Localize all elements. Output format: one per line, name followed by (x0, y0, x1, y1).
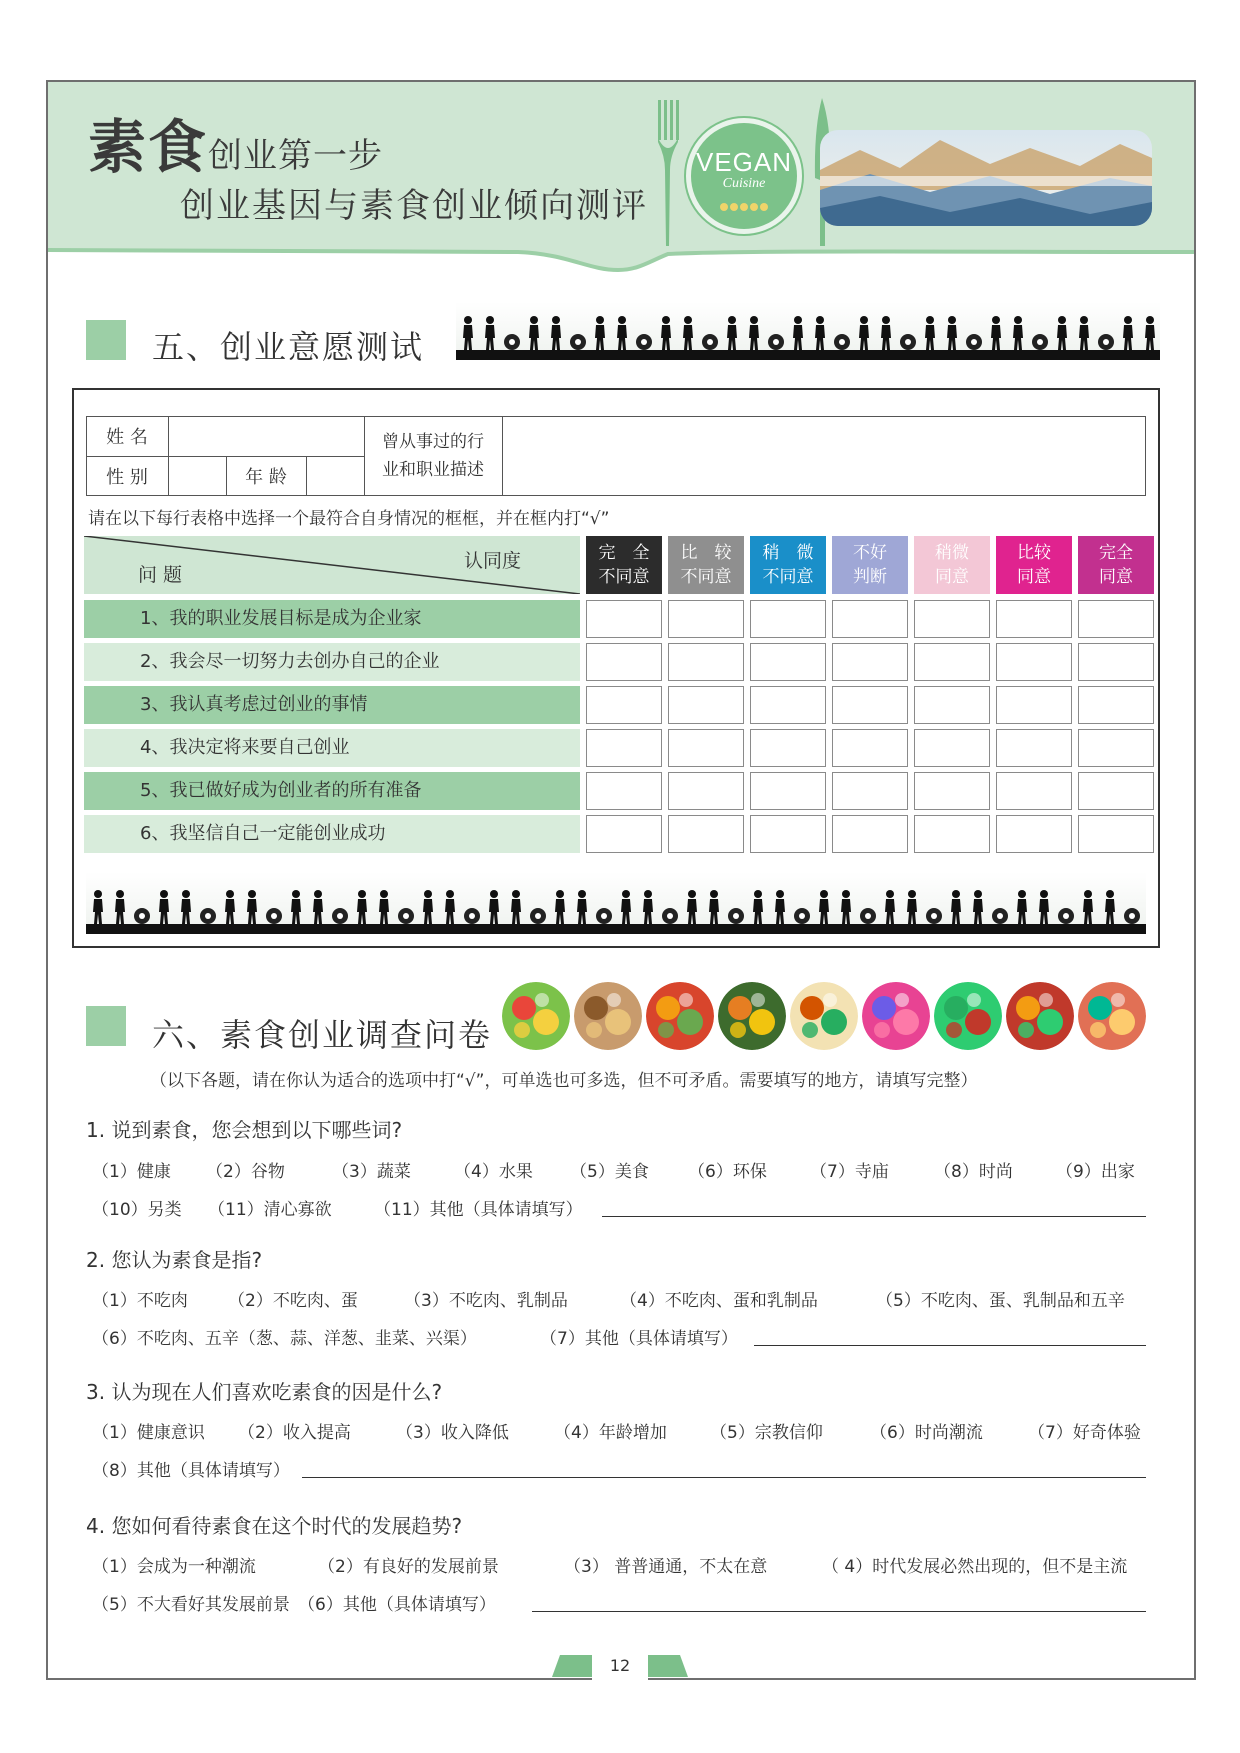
food-photo (1078, 982, 1146, 1050)
answer-checkbox[interactable] (750, 729, 826, 767)
page-subtitle: 创业基因与素食创业倾向测评 (180, 186, 648, 226)
answer-checkbox[interactable] (914, 729, 990, 767)
column-header-line1: 不好 (853, 543, 887, 563)
q1-option[interactable]: （8）时尚 (934, 1162, 1013, 1182)
q3-option[interactable]: （6）时尚潮流 (870, 1423, 983, 1443)
answer-checkbox[interactable] (668, 772, 744, 810)
food-photo (862, 982, 930, 1050)
career-label-line2: 业和职业描述 (382, 459, 484, 480)
page-title: 素食创业第一步 (88, 113, 384, 181)
people-strip-bottom (86, 872, 1146, 934)
answer-checkbox[interactable] (750, 815, 826, 853)
food-photo (502, 982, 570, 1050)
table-instruction: 请在以下每行表格中选择一个最符合自身情况的框框，并在框内打“√” (88, 509, 610, 529)
answer-checkbox[interactable] (1078, 600, 1154, 638)
page-number: 12 (592, 1652, 648, 1680)
column-header-line2: 同意 (1017, 567, 1051, 587)
section6-title: 六、素食创业调查问卷 (152, 1016, 493, 1054)
q3-option[interactable]: （2）收入提高 (238, 1423, 351, 1443)
answer-checkbox[interactable] (1078, 772, 1154, 810)
answer-checkbox[interactable] (586, 600, 662, 638)
q4-option[interactable]: （6）其他（具体请填写） (298, 1595, 496, 1615)
gender-field[interactable] (169, 457, 226, 495)
answer-checkbox[interactable] (832, 686, 908, 724)
q2-option[interactable]: （3）不吃肉、乳制品 (404, 1291, 568, 1311)
q1-fill-line[interactable] (602, 1216, 1146, 1217)
question-row: 3、我认真考虑过创业的事情 (84, 686, 580, 724)
q1-option[interactable]: （2）谷物 (206, 1162, 285, 1182)
q2-option[interactable]: （6）不吃肉、五辛（葱、蒜、洋葱、韭菜、兴渠） (92, 1329, 477, 1349)
age-field[interactable] (307, 457, 364, 495)
agreement-column-header (586, 536, 662, 594)
answer-checkbox[interactable] (750, 643, 826, 681)
answer-checkbox[interactable] (586, 686, 662, 724)
answer-checkbox[interactable] (586, 815, 662, 853)
agreement-column-header (1078, 536, 1154, 594)
people-strip-top (456, 302, 1160, 360)
answer-checkbox[interactable] (996, 815, 1072, 853)
column-header-line2: 判断 (853, 567, 887, 587)
agreement-column-header (668, 536, 744, 594)
column-header-line2: 不同意 (680, 567, 732, 587)
answer-checkbox[interactable] (832, 815, 908, 853)
answer-checkbox[interactable] (832, 600, 908, 638)
header-wave (48, 240, 1194, 276)
answer-checkbox[interactable] (586, 729, 662, 767)
food-photo (790, 982, 858, 1050)
answer-checkbox[interactable] (914, 686, 990, 724)
food-photo (718, 982, 786, 1050)
column-header-line2: 不同意 (762, 567, 814, 587)
question-row: 5、我已做好成为创业者的所有准备 (84, 772, 580, 810)
logo-dots (691, 196, 797, 215)
q2-option[interactable]: （2）不吃肉、蛋 (228, 1291, 358, 1311)
q4-option[interactable]: （5）不大看好其发展前景 (92, 1595, 290, 1615)
answer-checkbox[interactable] (1078, 686, 1154, 724)
q2-option[interactable]: （1）不吃肉 (92, 1291, 188, 1311)
q3-option[interactable]: （3）收入降低 (396, 1423, 509, 1443)
answer-checkbox[interactable] (668, 643, 744, 681)
answer-checkbox[interactable] (668, 600, 744, 638)
career-description-field[interactable] (503, 417, 1145, 495)
question-header-label: 问 题 (138, 564, 183, 586)
q1-option[interactable]: （7）寺庙 (810, 1162, 889, 1182)
q3-option[interactable]: （8）其他（具体请填写） (92, 1461, 290, 1481)
answer-checkbox[interactable] (668, 686, 744, 724)
answer-checkbox[interactable] (832, 772, 908, 810)
q1-title: 1. 说到素食，您会想到以下哪些词? (86, 1118, 403, 1142)
question-row: 1、我的职业发展目标是成为企业家 (84, 600, 580, 638)
food-photo (646, 982, 714, 1050)
age-label: 年 龄 (245, 467, 287, 488)
answer-checkbox[interactable] (832, 643, 908, 681)
q1-option[interactable]: （1）健康 (92, 1162, 171, 1182)
section5-marker (86, 320, 126, 360)
question-row: 2、我会尽一切努力去创办自己的企业 (84, 643, 580, 681)
column-header-line1: 稍微 (935, 543, 969, 563)
q2-option[interactable]: （4）不吃肉、蛋和乳制品 (620, 1291, 818, 1311)
section6-marker (86, 1006, 126, 1046)
column-header-line2: 同意 (1099, 567, 1133, 587)
q2-fill-line[interactable] (754, 1345, 1146, 1346)
answer-checkbox[interactable] (996, 600, 1072, 638)
survey-instruction: （以下各题，请在你认为适合的选项中打“√”，可单选也可多选，但不可矛盾。需要填写的地方，请填写完整） (150, 1071, 978, 1091)
answer-checkbox[interactable] (668, 815, 744, 853)
q1-option[interactable]: （5）美食 (570, 1162, 649, 1182)
fork-icon (656, 100, 680, 248)
food-photo (934, 982, 1002, 1050)
q3-option[interactable]: （7）好奇体验 (1028, 1423, 1141, 1443)
answer-checkbox[interactable] (750, 772, 826, 810)
gender-label: 性 别 (106, 467, 148, 488)
q4-option[interactable]: （3） 普普通通，不太在意 (564, 1557, 768, 1577)
food-photo (574, 982, 642, 1050)
column-header-line1: 完 全 (598, 543, 650, 563)
q1-option[interactable]: （6）环保 (688, 1162, 767, 1182)
q1-option[interactable]: （4）水果 (454, 1162, 533, 1182)
answer-checkbox[interactable] (1078, 729, 1154, 767)
agreement-column-header (832, 536, 908, 594)
q2-title: 2. 您认为素食是指? (86, 1248, 263, 1272)
answer-checkbox[interactable] (668, 729, 744, 767)
column-header-line1: 比 较 (680, 543, 732, 563)
q1-option[interactable]: （11）清心寡欲 (208, 1200, 332, 1220)
food-photo (1006, 982, 1074, 1050)
degree-header-label: 认同度 (464, 550, 522, 572)
agreement-column-header (750, 536, 826, 594)
answer-checkbox[interactable] (586, 772, 662, 810)
name-label: 姓 名 (106, 427, 148, 448)
answer-checkbox[interactable] (586, 643, 662, 681)
column-header-line2: 不同意 (598, 567, 650, 587)
answer-checkbox[interactable] (750, 686, 826, 724)
answer-checkbox[interactable] (996, 686, 1072, 724)
q3-option[interactable]: （1）健康意识 (92, 1423, 205, 1443)
q3-title: 3. 认为现在人们喜欢吃素食的因是什么? (86, 1380, 443, 1404)
answer-checkbox[interactable] (914, 815, 990, 853)
vegan-logo: VEGAN Cuisine (686, 118, 802, 234)
answer-checkbox[interactable] (914, 772, 990, 810)
mountain-scenery-image (820, 130, 1152, 226)
q2-option[interactable]: （5）不吃肉、蛋、乳制品和五辛 (876, 1291, 1125, 1311)
section5-title: 五、创业意愿测试 (152, 328, 425, 366)
q1-option[interactable]: （10）另类 (92, 1200, 182, 1220)
answer-checkbox[interactable] (996, 729, 1072, 767)
agreement-column-header (914, 536, 990, 594)
agreement-column-header (996, 536, 1072, 594)
column-header-line2: 同意 (935, 567, 969, 587)
column-header-line1: 完全 (1099, 543, 1133, 563)
question-header-cell (84, 536, 580, 594)
question-row: 4、我决定将来要自己创业 (84, 729, 580, 767)
q4-option[interactable]: （1）会成为一种潮流 (92, 1557, 256, 1577)
answer-checkbox[interactable] (914, 643, 990, 681)
answer-checkbox[interactable] (1078, 815, 1154, 853)
q3-option[interactable]: （5）宗教信仰 (710, 1423, 823, 1443)
q1-option[interactable]: （11）其他（具体请填写） (374, 1200, 583, 1220)
q4-option[interactable]: （ 4）时代发展必然出现的，但不是主流 (822, 1557, 1128, 1577)
career-label-line1: 曾从事过的行 (382, 431, 484, 452)
q2-option[interactable]: （7）其他（具体请填写） (540, 1329, 738, 1349)
answer-checkbox[interactable] (914, 600, 990, 638)
q3-option[interactable]: （4）年龄增加 (554, 1423, 667, 1443)
answer-checkbox[interactable] (1078, 643, 1154, 681)
q4-option[interactable]: （2）有良好的发展前景 (318, 1557, 499, 1577)
q4-fill-line[interactable] (532, 1611, 1146, 1612)
answer-checkbox[interactable] (750, 600, 826, 638)
q1-option[interactable]: （9）出家 (1056, 1162, 1135, 1182)
food-images-row (502, 982, 1152, 1052)
q1-option[interactable]: （3）蔬菜 (332, 1162, 411, 1182)
answer-checkbox[interactable] (996, 643, 1072, 681)
q4-title: 4. 您如何看待素食在这个时代的发展趋势? (86, 1514, 463, 1538)
answer-checkbox[interactable] (996, 772, 1072, 810)
column-header-line1: 稍 微 (762, 543, 814, 563)
q3-fill-line[interactable] (302, 1477, 1146, 1478)
column-header-line1: 比较 (1017, 543, 1051, 563)
answer-checkbox[interactable] (832, 729, 908, 767)
question-row: 6、我坚信自己一定能创业成功 (84, 815, 580, 853)
name-field[interactable] (169, 417, 364, 455)
